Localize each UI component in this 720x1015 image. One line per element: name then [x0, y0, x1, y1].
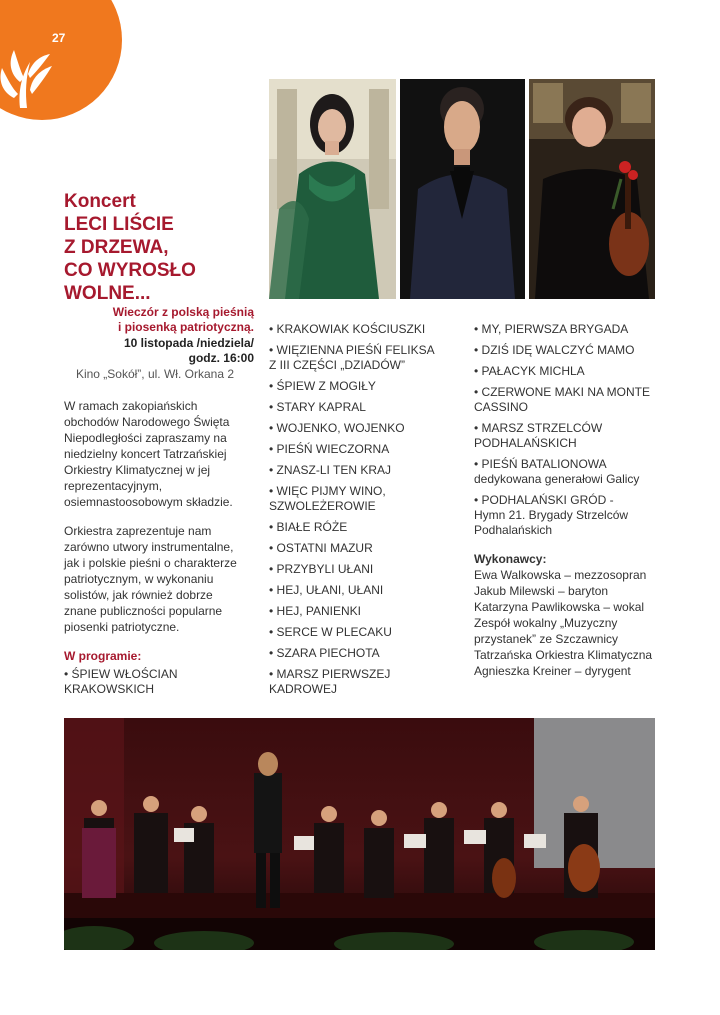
performer-line: Ewa Walkowska – mezzosopran	[474, 568, 647, 582]
wheat-leaf-icon	[0, 40, 70, 110]
program-item: • PAŁACYK MICHLA	[474, 364, 585, 378]
performer-line: Jakub Milewski – baryton	[474, 584, 609, 598]
performer-line: Katarzyna Pawlikowska – wokal	[474, 600, 645, 614]
performer-line: Zespół wokalny „Muzyczny	[474, 616, 618, 630]
program-item: • PODHALAŃSKI GRÓD - Hymn 21. Brygady Strzelców Podhalańskich	[474, 493, 629, 537]
intro-paragraph: W ramach zakopiańskich obchodów Narodowego Święta Niepodległości zapraszamy na niedzielny koncert Tatrzańskiej Orkiestry Klimatycznej w jej reprezentacyjnym, osiemnastoosobowym składzie.	[64, 399, 233, 509]
singer-photo-man-tuxedo	[400, 79, 525, 299]
title-line: Z DRZEWA,	[64, 237, 169, 258]
program-list-col1	[64, 667, 254, 703]
program-item: • WIĘZIENNA PIEŚŃ FELIKSA Z III CZĘŚCI „DZIADÓW”	[269, 343, 435, 372]
page-number: 27	[52, 31, 66, 45]
program-item: • BIAŁE RÓŻE	[269, 520, 348, 534]
program-item: • PRZYBYLI UŁANI	[269, 562, 374, 576]
program-item: • ZNASZ-LI TEN KRAJ	[269, 463, 391, 477]
program-item: • OSTATNI MAZUR	[269, 541, 373, 555]
program-item: • SZARA PIECHOTA	[269, 646, 380, 660]
time-line: godz. 16:00	[188, 351, 254, 365]
program-item: • HEJ, UŁANI, UŁANI	[269, 583, 384, 597]
performers-list	[474, 567, 664, 679]
program-item: • SERCE W PLECAKU	[269, 625, 392, 639]
performers-heading: Wykonawcy:	[474, 552, 547, 566]
program-item: • MARSZ STRZELCÓW PODHALAŃSKICH	[474, 421, 603, 450]
title-line: WOLNE...	[64, 283, 151, 304]
subtitle-line: Wieczór z polską pieśnią	[112, 305, 254, 319]
program-list-col3	[474, 322, 664, 679]
program-item: • KRAKOWIAK KOŚCIUSZKI	[269, 322, 426, 336]
performer-line: przystanek” ze Szczawnicy	[474, 632, 619, 646]
title-prefix: Koncert	[64, 191, 136, 212]
program-item: • CZERWONE MAKI NA MONTE CASSINO	[474, 385, 650, 414]
program-item: • WOJENKO, WOJENKO	[269, 421, 405, 435]
concert-title	[64, 191, 269, 305]
singer-photo-woman-violin	[529, 79, 655, 299]
title-line: LECI LIŚCIE	[64, 214, 174, 235]
program-item: • DZIŚ IDĘ WALCZYĆ MAMO	[474, 343, 635, 357]
concert-date	[64, 336, 254, 366]
program-list-col2	[269, 322, 469, 703]
program-item: • MY, PIERWSZA BRYGADA	[474, 322, 629, 336]
program-item: • STARY KAPRAL	[269, 400, 366, 414]
date-line: 10 listopada /niedziela/	[123, 336, 254, 350]
program-item: • HEJ, PANIENKI	[269, 604, 361, 618]
program-item: • MARSZ PIERWSZEJ KADROWEJ	[269, 667, 391, 696]
singer-photo-woman-green-dress	[269, 79, 396, 299]
orchestra-stage-photo	[64, 718, 655, 950]
orchestra-paragraph: Orkiestra zaprezentuje nam zarówno utwory instrumentalne, jak i polskie pieśni o charakterze patriotycznym, w wykonaniu solistów, jak również dobrze znane publiczności popularne piosenki patriotyczne.	[64, 524, 237, 634]
concert-subtitle	[64, 305, 254, 335]
subtitle-line: i piosenką patriotyczną.	[117, 320, 254, 334]
title-line: CO WYROSŁO	[64, 260, 196, 281]
program-item: • ŚPIEW Z MOGIŁY	[269, 379, 376, 393]
program-item: • PIEŚŃ WIECZORNA	[269, 442, 390, 456]
concert-venue: Kino „Sokół”, ul. Wł. Orkana 2	[75, 367, 234, 381]
program-item: • ŚPIEW WŁOŚCIAN KRAKOWSKICH	[64, 667, 178, 696]
program-item: • PIEŚŃ BATALIONOWA dedykowana generałowi Galicy	[474, 457, 640, 486]
program-heading: W programie:	[64, 649, 142, 663]
program-item: • WIĘC PIJMY WINO, SZWOLEŻEROWIE	[269, 484, 386, 513]
performer-line: Agnieszka Kreiner – dyrygent	[474, 664, 631, 678]
performer-line: Tatrzańska Orkiestra Klimatyczna	[474, 648, 653, 662]
